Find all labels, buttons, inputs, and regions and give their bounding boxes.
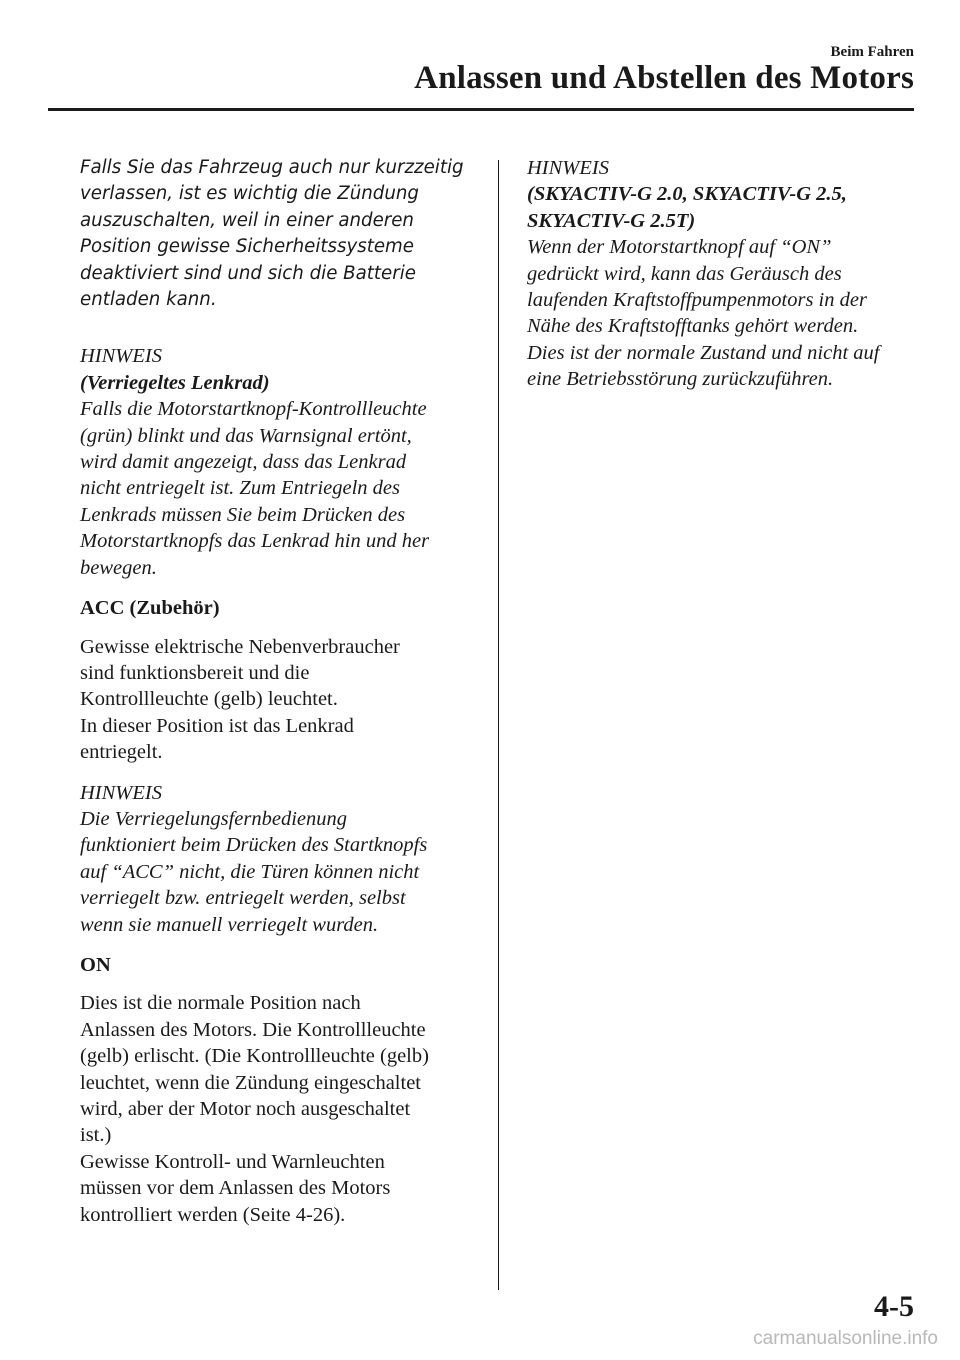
section-acc — [80, 595, 475, 765]
acc-text: Gewisse elektrische Nebenverbraucher sind funktionsbereit und die Kontrollleuchte (gelb) leuchtet. In dieser Position ist das Lenkrad entriegelt. — [80, 635, 400, 764]
acc-heading: ACC (Zubehör) — [80, 597, 220, 620]
section-on — [80, 952, 475, 1228]
right-column — [527, 155, 927, 407]
left-column — [80, 155, 475, 1242]
note-steering-lock — [80, 343, 475, 581]
header-rule — [48, 108, 914, 111]
note-subtitle: (SKYACTIV-G 2.0, SKYACTIV-G 2.5, SKYACTIV-G 2.5T) — [527, 183, 847, 232]
note-fuel-pump — [527, 155, 927, 393]
note-remote — [80, 780, 475, 938]
intro-paragraph: Falls Sie das Fahrzeug auch nur kurzzeitig verlassen, ist es wichtig die Zündung auszuschalten, weil in einer anderen Position gewisse Sicherheitssysteme deaktiviert sind und sich die Batterie entladen kann. — [80, 157, 464, 311]
note-text: Wenn der Motorstartknopf auf “ON” gedrückt wird, kann das Geräusch des laufenden Kraftstoffpumpenmotors in der Nähe des Kraftstofftanks gehört werden. Dies ist der normale Zustand und nicht auf eine Betriebsstörung zurückzuführen. — [527, 236, 880, 391]
note-subtitle: (Verriegeltes Lenkrad) — [80, 371, 270, 394]
note-label: HINWEIS — [527, 157, 609, 179]
column-divider — [498, 160, 499, 1290]
watermark: carmanualsonline.info — [753, 1328, 938, 1349]
chapter-title: Anlassen und Abstellen des Motors — [414, 60, 914, 96]
note-text: Falls die Motorstartknopf-Kontrollleuchte (grün) blinkt und das Warnsignal ertönt, wird damit angezeigt, dass das Lenkrad nicht entriegelt ist. Zum Entriegeln des Lenkrads müssen Sie beim Drücken des Motorstartknopfs das Lenkrad hin und her bewegen. — [80, 398, 430, 579]
on-text: Dies ist die normale Position nach Anlassen des Motors. Die Kontrollleuchte (gelb) erlischt. (Die Kontrollleuchte (gelb) leuchtet, wenn die Zündung eingeschaltet wird, aber der Motor noch ausgeschaltet ist.) Gewisse Kontroll- und Warnleuchten müssen vor dem Anlassen des Motors kontrolliert werden (Seite 4-26). — [80, 992, 429, 1226]
on-heading: ON — [80, 953, 111, 976]
note-text: Die Verriegelungsfernbedienung funktioniert beim Drücken des Startknopfs auf “ACC” nicht, die Türen können nicht verriegelt bzw. entriegelt werden, selbst wenn sie manuell verriegelt wurden. — [80, 807, 428, 936]
page-number: 4-5 — [874, 1290, 914, 1323]
note-label: HINWEIS — [80, 345, 162, 368]
section-label: Beim Fahren — [830, 44, 914, 60]
note-label: HINWEIS — [80, 781, 162, 804]
